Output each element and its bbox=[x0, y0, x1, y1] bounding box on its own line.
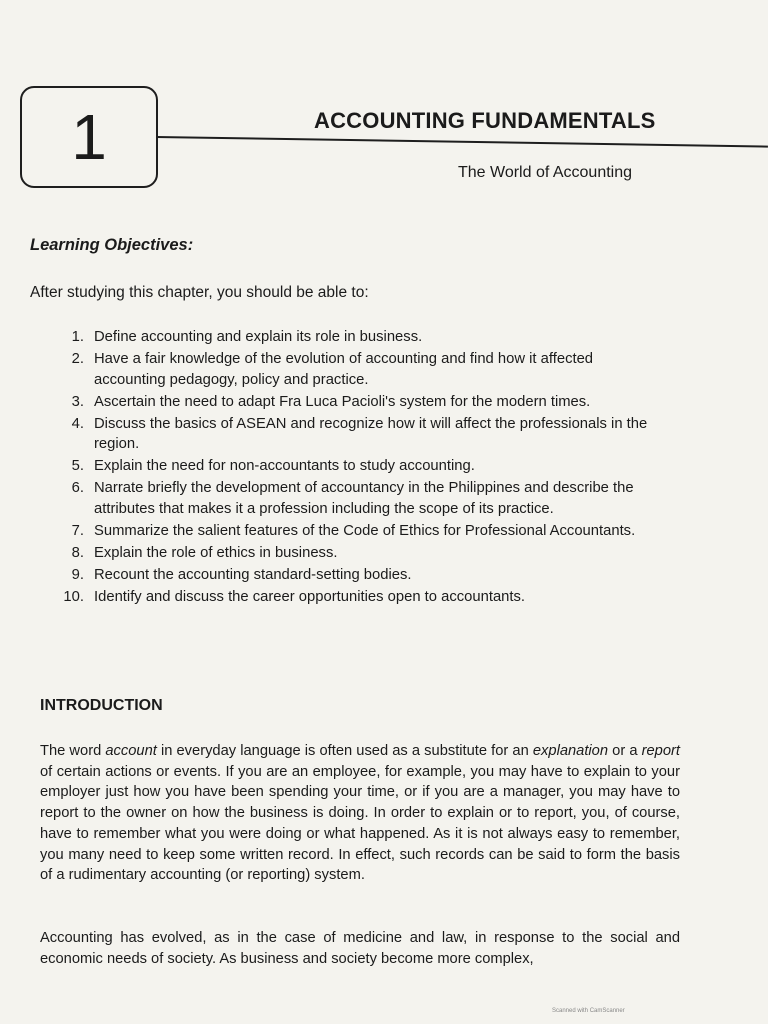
objective-item bbox=[56, 414, 656, 455]
learning-objectives-intro: After studying this chapter, you should be able to: bbox=[30, 284, 369, 301]
p1-emphasis-report: report bbox=[641, 743, 680, 759]
objective-item bbox=[56, 565, 656, 586]
objective-text: Recount the accounting standard-setting bodies. bbox=[94, 566, 412, 583]
objective-text: Summarize the salient features of the Code of Ethics for Professional Accountants. bbox=[94, 522, 636, 539]
objective-number: 4. bbox=[71, 415, 84, 432]
objective-number: 9. bbox=[71, 566, 84, 583]
p1-text-d: of certain actions or events. If you are an employee, for example, you may have to explain to your employer just how you have been spending your time, or if you are a manager, you may have to report to the owner on how the business is doing. In order to explain or to report, you, of course, have to remember what you were doing or what happened. As it is not always easy to remember, you many need to keep some written record. In effect, such records can be said to form the basis of a rudimentary accounting (or reporting) system. bbox=[40, 763, 680, 884]
objective-text: Identify and discuss the career opportunities open to accountants. bbox=[94, 588, 526, 605]
objective-text: Have a fair knowledge of the evolution of accounting and find how it affected accounting pedagogy, policy and practice. bbox=[94, 351, 594, 388]
p1-emphasis-account: account bbox=[105, 743, 157, 759]
objective-number: 6. bbox=[71, 480, 84, 496]
objective-number: 8. bbox=[71, 544, 84, 561]
objective-number: 7. bbox=[71, 522, 84, 539]
objective-number: 10. bbox=[63, 588, 84, 605]
chapter-title: ACCOUNTING FUNDAMENTALS bbox=[314, 108, 656, 133]
introduction-paragraph-1 bbox=[40, 741, 680, 886]
objective-text: Narrate briefly the development of accountancy in the Philippines and describe the attributes that makes it a profession including the scope of its practice. bbox=[94, 480, 634, 517]
objective-text: Explain the need for non-accountants to study accounting. bbox=[94, 458, 475, 474]
introduction-heading: INTRODUCTION bbox=[40, 697, 163, 714]
chapter-subtitle: The World of Accounting bbox=[458, 164, 633, 181]
objective-text: Discuss the basics of ASEAN and recognize how it will affect the professionals in the region. bbox=[94, 415, 648, 452]
objective-number: 2. bbox=[71, 351, 84, 367]
objective-number: 1. bbox=[71, 329, 84, 345]
p1-text-a: The word bbox=[40, 743, 106, 759]
objective-item bbox=[56, 543, 656, 564]
p1-text-b: in everyday language is often used as a substitute for an bbox=[156, 743, 533, 759]
chapter-number: 1 bbox=[71, 101, 107, 173]
objective-item bbox=[56, 587, 656, 608]
objective-item bbox=[56, 327, 656, 348]
learning-objectives-list bbox=[56, 327, 656, 609]
objective-text: Ascertain the need to adapt Fra Luca Pacioli's system for the modern times. bbox=[94, 393, 591, 410]
objective-number: 5. bbox=[71, 458, 84, 474]
objective-text: Explain the role of ethics in business. bbox=[94, 544, 338, 561]
chapter-number-box bbox=[20, 86, 158, 188]
p1-text-c: or a bbox=[608, 743, 642, 759]
objective-item bbox=[56, 349, 656, 390]
objective-item bbox=[56, 456, 656, 477]
learning-objectives-heading: Learning Objectives: bbox=[30, 236, 194, 254]
p1-emphasis-explanation: explanation bbox=[532, 743, 609, 759]
chapter-header-rule bbox=[156, 136, 768, 148]
objective-number: 3. bbox=[71, 393, 84, 410]
introduction-paragraph-2: Accounting has evolved, as in the case of medicine and law, in response to the social and economic needs of society. As business and society become more complex, bbox=[40, 930, 680, 967]
objective-item bbox=[56, 392, 656, 413]
scanner-watermark-text: Scanned with CamScanner bbox=[552, 1008, 625, 1014]
objective-item bbox=[56, 478, 656, 519]
objective-text: Define accounting and explain its role in business. bbox=[94, 329, 423, 345]
objective-item bbox=[56, 521, 656, 542]
